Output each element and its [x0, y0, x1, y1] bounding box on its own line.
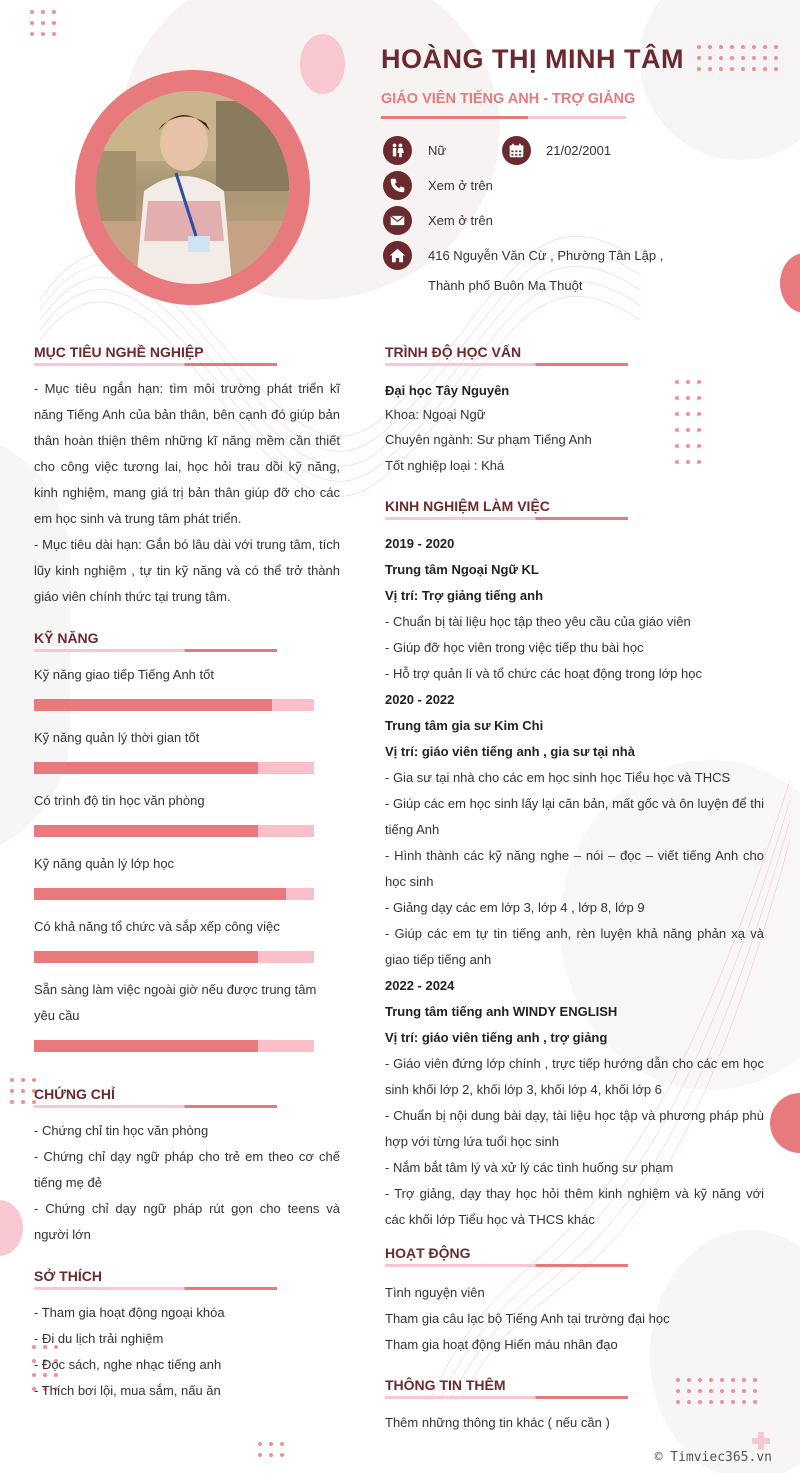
skill-label: Kỹ năng giao tiếp Tiếng Anh tốt — [34, 667, 214, 682]
phone-value: Xem ở trên — [428, 178, 493, 193]
section-title-experience: KINH NGHIỆM LÀM VIỆC — [385, 498, 550, 514]
decor-dots — [30, 10, 56, 36]
skill-bar — [34, 1040, 314, 1052]
job-task: - Giáo viên đứng lớp chính , trực tiếp hướng dẫn cho các em học sinh khối lớp 2, khối lớp 3, khối lớp 4, khối lớp 6 — [385, 1056, 764, 1097]
list-item: - Chứng chỉ dạy ngữ pháp cho trẻ em theo cơ chế tiếng mẹ đẻ — [34, 1149, 340, 1190]
decor-dots — [697, 45, 778, 71]
title-underline — [381, 116, 626, 119]
section-title-additional: THÔNG TIN THÊM — [385, 1377, 506, 1393]
job-position: Vị trí: giáo viên tiếng anh , trợ giảng — [385, 1030, 608, 1045]
faculty: Khoa: Ngoại Ngữ — [385, 407, 486, 422]
full-name: HOÀNG THỊ MINH TÂM — [381, 44, 684, 74]
section-title-activities: HOẠT ĐỘNG — [385, 1245, 471, 1261]
section-underline — [34, 1287, 277, 1290]
portrait-illustration — [96, 91, 289, 284]
job-task: - Chuẩn bị nội dung bài dạy, tài liệu học tập và phương pháp phù hợp với từng lứa tuổi học sinh — [385, 1108, 764, 1149]
experience-list — [385, 531, 764, 1233]
skill-bar-fill — [34, 1040, 258, 1052]
skill-bar-fill — [34, 825, 258, 837]
job-task: - Hỗ trợ quản lí và tổ chức các hoạt động trong lớp học — [385, 666, 702, 681]
decor-dots — [258, 1442, 284, 1457]
skill-bar — [34, 699, 314, 711]
job-task: - Giúp đỡ học viên trong việc tiếp thu bài học — [385, 640, 644, 655]
job-task: - Nắm bắt tâm lý và xử lý các tình huống sư phạm — [385, 1160, 674, 1175]
skill-label: Kỹ năng quản lý thời gian tốt — [34, 730, 200, 745]
job-position: Vị trí: giáo viên tiếng anh , gia sư tại nhà — [385, 744, 635, 759]
section-underline — [34, 363, 277, 366]
objective-short-term: - Mục tiêu ngắn hạn: tìm môi trường phát triển kĩ năng Tiếng Anh của bản thân, bên cạnh đó giúp bản thân hoàn thiện thêm những kĩ năng mềm cần thiết cho công việc tương lai, học hỏi trau dồi kỹ năng, kinh nghiệm, mang giá trị bản thân giúp đỡ cho các em học sinh và trung tâm phát triển. — [34, 381, 340, 526]
skill-bar — [34, 888, 314, 900]
skill-bar-fill — [34, 762, 258, 774]
section-title-skills: KỸ NĂNG — [34, 630, 99, 646]
skill-label: Có khả năng tổ chức và sắp xếp công việc — [34, 919, 280, 934]
list-item: - Đi du lịch trải nghiệm — [34, 1331, 164, 1346]
job-period: 2020 - 2022 — [385, 692, 455, 707]
job-company: Trung tâm gia sư Kim Chi — [385, 718, 544, 733]
major: Chuyên ngành: Sư phạm Tiếng Anh — [385, 432, 592, 447]
watermark: © Timviec365.vn — [654, 1450, 772, 1465]
activity-item: Tham gia hoạt động Hiến máu nhân đạo — [385, 1337, 618, 1352]
job-task: - Giúp các em tự tin tiếng anh, rèn luyện khả năng phản xạ và giao tiếp tiếng anh — [385, 926, 764, 967]
plus-icon — [752, 1432, 770, 1450]
address-line-1: 416 Nguyễn Văn Cừ , Phường Tân Lập , — [428, 248, 664, 263]
decor-dots — [675, 380, 701, 464]
hobby-list — [34, 1300, 340, 1404]
list-item: - Chứng chỉ dạy ngữ pháp rút gọn cho teens và người lớn — [34, 1201, 340, 1242]
section-title-hobbies: SỞ THÍCH — [34, 1268, 102, 1284]
job-company: Trung tâm tiếng anh WINDY ENGLISH — [385, 1004, 618, 1019]
section-underline — [385, 517, 628, 520]
address-line-2: Thành phố Buôn Ma Thuột — [428, 278, 583, 293]
job-task: - Giúp các em học sinh lấy lại căn bản, mất gốc và ôn luyện để thi tiếng Anh — [385, 796, 764, 837]
avatar — [96, 91, 289, 284]
phone-icon — [383, 171, 412, 200]
section-title-objective: MỤC TIÊU NGHỀ NGHIỆP — [34, 344, 204, 360]
email-value: Xem ở trên — [428, 213, 493, 228]
decor-dots — [676, 1378, 757, 1404]
skill-bar-fill — [34, 699, 272, 711]
calendar-icon — [502, 136, 531, 165]
objective-long-term: - Mục tiêu dài hạn: Gắn bó lâu dài với trung tâm, tích lũy kinh nghiệm , tự tin kỹ năng và có thể trở thành giáo viên chính thức tại trung tâm. — [34, 537, 340, 604]
birthday-value: 21/02/2001 — [546, 143, 612, 158]
job-task: - Giảng dạy các em lớp 3, lớp 4 , lớp 8, lớp 9 — [385, 900, 645, 915]
skill-bar-fill — [34, 888, 286, 900]
job-company: Trung tâm Ngoại Ngữ KL — [385, 562, 539, 577]
school-name: Đại học Tây Nguyên — [385, 383, 510, 398]
job-task: - Trợ giảng, dạy thay học hỏi thêm kinh nghiệm và kỹ năng với các khối lớp Tiểu học và THCS khác — [385, 1186, 764, 1227]
certificate-list — [34, 1118, 340, 1248]
job-period: 2019 - 2020 — [385, 536, 455, 551]
job-task: - Chuẩn bị tài liệu học tập theo yêu cầu của giáo viên — [385, 614, 691, 629]
job-task: - Hình thành các kỹ năng nghe – nói – đọc – viết tiếng Anh cho học sinh — [385, 848, 764, 889]
skill-bar — [34, 825, 314, 837]
section-title-education: TRÌNH ĐỘ HỌC VẤN — [385, 344, 522, 360]
gender-value: Nữ — [428, 143, 447, 158]
section-underline — [385, 1396, 628, 1399]
list-item: - Chứng chỉ tin học văn phòng — [34, 1123, 209, 1138]
job-task: - Gia sư tại nhà cho các em học sinh học Tiểu học và THCS — [385, 770, 731, 785]
section-underline — [385, 1264, 628, 1267]
job-period: 2022 - 2024 — [385, 978, 455, 993]
skill-bar — [34, 951, 314, 963]
job-position: Vị trí: Trợ giảng tiếng anh — [385, 588, 544, 603]
skill-bar — [34, 762, 314, 774]
activity-item: Tham gia câu lạc bộ Tiếng Anh tại trường đại học — [385, 1311, 670, 1326]
section-underline — [34, 1105, 277, 1108]
objective-text — [34, 376, 340, 610]
section-title-certificates: CHỨNG CHỈ — [34, 1086, 115, 1102]
skill-label: Kỹ năng quản lý lớp học — [34, 856, 175, 871]
job-title: GIÁO VIÊN TIẾNG ANH - TRỢ GIẢNG — [381, 91, 636, 107]
skill-label: Sẵn sàng làm việc ngoài giờ nếu được trung tâm yêu cầu — [34, 982, 317, 1023]
section-underline — [385, 363, 628, 366]
section-underline — [34, 649, 277, 652]
gender-icon — [383, 136, 412, 165]
skill-bar-fill — [34, 951, 258, 963]
list-item: - Thích bơi lội, mua sắm, nấu ăn — [34, 1383, 221, 1398]
activity-item: Tình nguyện viên — [385, 1285, 485, 1300]
home-icon — [383, 241, 412, 270]
graduation-grade: Tốt nghiệp loại : Khá — [385, 458, 505, 473]
list-item: - Đọc sách, nghe nhạc tiếng anh — [34, 1357, 222, 1372]
decor-dots — [10, 1078, 36, 1104]
additional-info: Thêm những thông tin khác ( nếu cần ) — [385, 1415, 610, 1430]
email-icon — [383, 206, 412, 235]
list-item: - Tham gia hoạt động ngoại khóa — [34, 1305, 225, 1320]
skill-label: Có trình độ tin học văn phòng — [34, 793, 205, 808]
